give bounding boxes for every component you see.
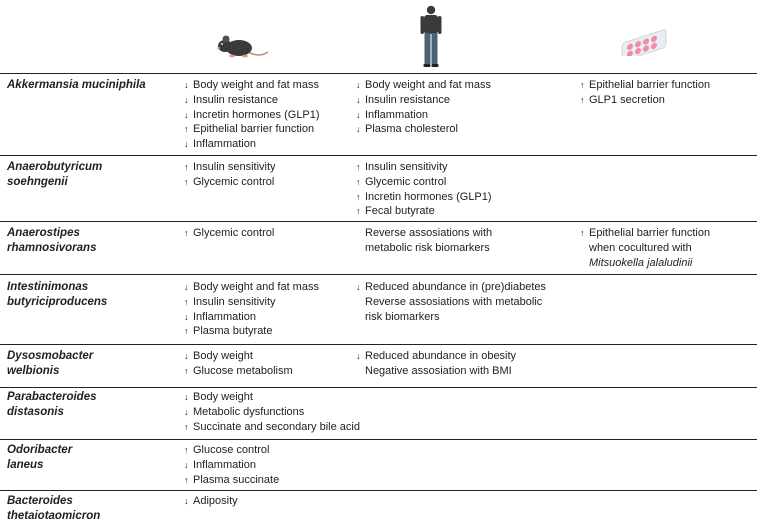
finding-text: Glucose metabolism — [193, 364, 293, 377]
finding-text: Epithelial barrier function — [193, 123, 315, 136]
arrow-up-icon: ↑ — [184, 228, 189, 238]
finding-item — [184, 349, 293, 364]
arrow-down-icon: ↓ — [184, 496, 189, 506]
row-divider — [0, 221, 757, 222]
finding-item — [356, 204, 492, 219]
finding-text: Insulin sensitivity — [193, 161, 276, 173]
row-divider — [0, 490, 757, 491]
finding-item — [356, 364, 516, 379]
mouse-findings — [184, 226, 274, 241]
finding-item — [184, 458, 279, 473]
bacteria-name-line: laneus — [7, 459, 44, 471]
finding-item — [184, 108, 320, 123]
finding-text: Glycemic control — [193, 227, 275, 239]
arrow-up-icon: ↑ — [184, 365, 189, 376]
finding-item — [184, 390, 360, 405]
finding-text: Plasma succinate — [193, 473, 280, 486]
arrow-down-icon: ↓ — [184, 139, 189, 150]
human-icon — [419, 5, 443, 68]
finding-item — [184, 175, 276, 190]
finding-item — [356, 122, 491, 137]
human-findings — [356, 349, 516, 379]
finding-item — [356, 310, 546, 325]
finding-text: Negative assosiation with BMI — [365, 364, 512, 377]
header-divider — [0, 73, 757, 74]
arrow-up-icon: ↑ — [580, 228, 585, 238]
finding-item — [580, 226, 710, 241]
arrow-down-icon: ↓ — [184, 109, 189, 120]
arrow-up-icon: ↑ — [580, 80, 585, 90]
finding-text: Reduced abundance in obesity — [365, 350, 517, 362]
finding-item — [356, 175, 492, 190]
finding-item — [184, 310, 319, 325]
finding-text: Epithelial barrier function — [589, 227, 711, 239]
bacteria-name-line: soehngenii — [7, 176, 68, 188]
bacteria-name-line: Odoribacter — [7, 444, 73, 456]
finding-text: metabolic risk biomarkers — [365, 241, 490, 254]
arrow-down-icon: ↓ — [356, 282, 361, 292]
arrow-up-icon: ↑ — [184, 176, 189, 187]
finding-text: Reduced abundance in (pre)diabetes — [365, 281, 547, 293]
bacteria-name-line: distasonis — [7, 406, 64, 418]
finding-text: Mitsuokella jalaludinii — [589, 256, 693, 269]
bacteria-name — [7, 78, 146, 93]
bacteria-name-line: Akkermansia muciniphila — [7, 79, 146, 91]
arrow-down-icon: ↓ — [356, 109, 361, 120]
finding-item — [184, 137, 320, 152]
finding-text: Insulin resistance — [193, 93, 278, 106]
mouse-findings — [184, 78, 320, 152]
finding-text: Glycemic control — [193, 175, 275, 188]
bacteria-name — [7, 390, 97, 420]
arrow-down-icon: ↓ — [184, 311, 189, 322]
finding-text: Plasma butyrate — [193, 325, 273, 338]
row-divider — [0, 387, 757, 388]
finding-text: Body weight — [193, 391, 253, 403]
mouse-findings — [184, 494, 238, 509]
mouse-findings — [184, 443, 279, 487]
finding-item — [184, 494, 238, 509]
finding-item — [356, 78, 491, 93]
arrow-up-icon: ↑ — [356, 176, 361, 187]
finding-item — [356, 349, 516, 364]
finding-text: Incretin hormones (GLP1) — [193, 108, 320, 121]
finding-text: risk biomarkers — [365, 310, 440, 323]
arrow-up-icon: ↑ — [184, 445, 189, 455]
cell-culture-plate-icon — [620, 26, 670, 56]
arrow-up-icon: ↑ — [184, 162, 189, 172]
human-findings — [356, 226, 492, 256]
finding-text: Inflammation — [365, 108, 428, 121]
finding-text: Inflammation — [193, 310, 256, 323]
bacteria-name-line: Parabacteroides — [7, 391, 97, 403]
finding-item — [356, 93, 491, 108]
arrow-up-icon: ↑ — [356, 206, 361, 217]
arrow-down-icon: ↓ — [184, 94, 189, 105]
finding-text: Reverse assosiations with — [365, 227, 493, 239]
bacteria-name — [7, 226, 96, 256]
finding-text: Reverse assosiations with metabolic — [365, 295, 543, 308]
bacteria-name-line: Anaerobutyricum — [7, 161, 103, 173]
finding-text: Plasma cholesterol — [365, 123, 458, 136]
arrow-up-icon: ↑ — [580, 94, 585, 105]
finding-item — [580, 241, 710, 256]
row-divider — [0, 439, 757, 440]
bacteria-name — [7, 280, 107, 310]
arrow-up-icon: ↑ — [184, 474, 189, 485]
row-divider — [0, 344, 757, 345]
finding-item — [184, 295, 319, 310]
bacteria-name-line: welbionis — [7, 365, 60, 377]
finding-item — [184, 324, 319, 339]
row-divider — [0, 274, 757, 275]
arrow-up-icon: ↑ — [184, 326, 189, 337]
finding-item — [184, 160, 276, 175]
finding-text: Glycemic control — [365, 175, 447, 188]
mouse-findings — [184, 349, 293, 379]
bacteria-name — [7, 443, 72, 473]
human-findings — [356, 280, 546, 324]
arrow-up-icon: ↑ — [356, 191, 361, 202]
finding-item — [184, 122, 320, 137]
finding-text: Succinate and secondary bile acid — [193, 420, 360, 433]
finding-text: Incretin hormones (GLP1) — [365, 190, 492, 203]
bacteria-name-line: rhamnosivorans — [7, 242, 97, 254]
finding-text: Metabolic dysfunctions — [193, 405, 305, 418]
arrow-down-icon: ↓ — [184, 80, 189, 90]
finding-text: Body weight and fat mass — [193, 79, 319, 91]
finding-text: Insulin sensitivity — [193, 295, 276, 308]
human-findings — [356, 160, 492, 219]
finding-text: Body weight — [193, 350, 253, 362]
finding-item — [184, 443, 279, 458]
arrow-up-icon: ↑ — [184, 296, 189, 307]
finding-item — [356, 295, 546, 310]
arrow-down-icon: ↓ — [184, 282, 189, 292]
arrow-down-icon: ↓ — [356, 351, 361, 361]
bacteria-name — [7, 494, 100, 524]
finding-text: Fecal butyrate — [365, 205, 435, 218]
finding-text: Inflammation — [193, 138, 256, 151]
mouse-findings — [184, 280, 319, 339]
bacteria-name-line: butyriciproducens — [7, 296, 108, 308]
finding-item — [356, 190, 492, 205]
finding-item — [580, 93, 710, 108]
row-divider — [0, 155, 757, 156]
arrow-down-icon: ↓ — [184, 392, 189, 402]
finding-text: when cocultured with — [589, 241, 692, 254]
bacteria-name-line: Intestinimonas — [7, 281, 89, 293]
finding-item — [356, 280, 546, 295]
bacteria-name-line: Dysosmobacter — [7, 350, 94, 362]
finding-item — [184, 93, 320, 108]
invitro-findings — [580, 78, 710, 108]
bacteria-name-line: Anaerostipes — [7, 227, 80, 239]
arrow-down-icon: ↓ — [184, 351, 189, 361]
finding-text: Body weight and fat mass — [193, 281, 319, 293]
invitro-findings — [580, 226, 710, 270]
bacteria-name — [7, 160, 102, 190]
finding-text: Insulin resistance — [365, 93, 450, 106]
finding-item — [184, 280, 319, 295]
finding-item — [356, 226, 492, 241]
finding-item — [356, 241, 492, 256]
arrow-down-icon: ↓ — [356, 124, 361, 135]
finding-text: Body weight and fat mass — [365, 79, 491, 91]
mouse-icon — [212, 30, 272, 62]
finding-text: Epithelial barrier function — [589, 79, 711, 91]
arrow-up-icon: ↑ — [356, 162, 361, 172]
finding-text: Inflammation — [193, 458, 256, 471]
finding-item — [184, 226, 274, 241]
finding-item — [356, 160, 492, 175]
arrow-down-icon: ↓ — [356, 94, 361, 105]
mouse-findings — [184, 160, 276, 190]
finding-item — [184, 420, 360, 435]
bacteria-name — [7, 349, 93, 379]
finding-item — [184, 364, 293, 379]
arrow-up-icon: ↑ — [184, 421, 189, 432]
finding-item — [184, 473, 279, 488]
arrow-down-icon: ↓ — [184, 459, 189, 470]
finding-item — [184, 405, 360, 420]
bacteria-name-line: thetaiotaomicron — [7, 510, 101, 522]
finding-item — [580, 78, 710, 93]
bacteria-name-line: Bacteroides — [7, 495, 73, 507]
arrow-up-icon: ↑ — [184, 124, 189, 135]
finding-text: Adiposity — [193, 495, 238, 507]
finding-text: Insulin sensitivity — [365, 161, 448, 173]
arrow-down-icon: ↓ — [184, 406, 189, 417]
finding-item — [356, 108, 491, 123]
finding-text: Glucose control — [193, 444, 270, 456]
arrow-down-icon: ↓ — [356, 80, 361, 90]
finding-item — [184, 78, 320, 93]
mouse-findings — [184, 390, 360, 434]
finding-text: GLP1 secretion — [589, 93, 665, 106]
finding-item — [580, 256, 710, 271]
human-findings — [356, 78, 491, 137]
